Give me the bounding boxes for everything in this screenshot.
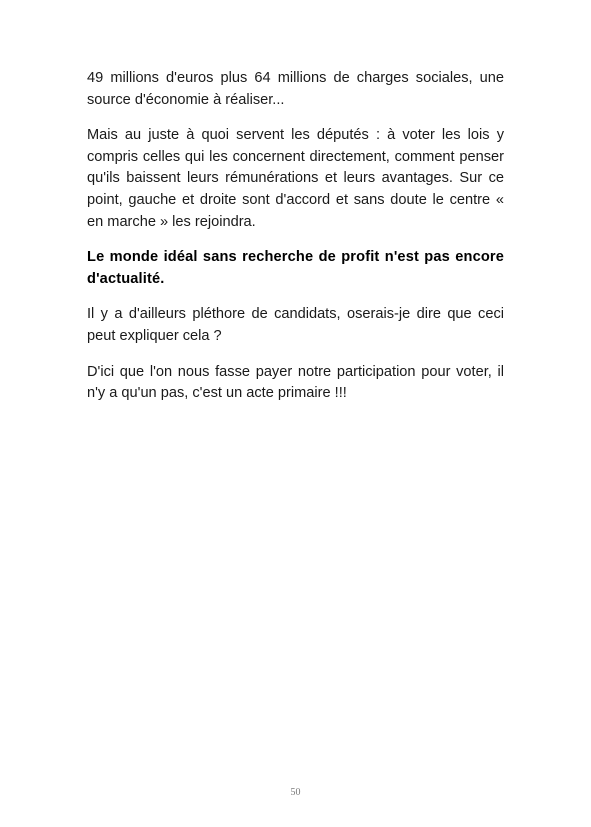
paragraph-candidats: Il y a d'ailleurs pléthore de candidats, oserais-je dire que ceci peut expliquer cela ? [87, 306, 504, 344]
body-text [87, 68, 504, 419]
page-number: 50 [290, 787, 301, 798]
paragraph-monde-ideal: Le monde idéal sans recherche de profit n'est pas encore d'actualité. [87, 249, 504, 287]
paragraph-participation: D'ici que l'on nous fasse payer notre participation pour voter, il n'y a qu'un pas, c'est un acte primaire !!! [87, 363, 504, 402]
paragraph-deputes: Mais au juste à quoi servent les députés : à voter les lois y compris celles qui les concernent directement, comment penser qu'ils baissent leurs rémunérations et leurs avantages. Sur ce point, gauche et droite sont d'accord et sans doute le centre « en marche » les rejoindra. [87, 127, 504, 230]
paragraph-charges: 49 millions d'euros plus 64 millions de charges sociales, une source d'économie à réaliser... [87, 70, 504, 108]
